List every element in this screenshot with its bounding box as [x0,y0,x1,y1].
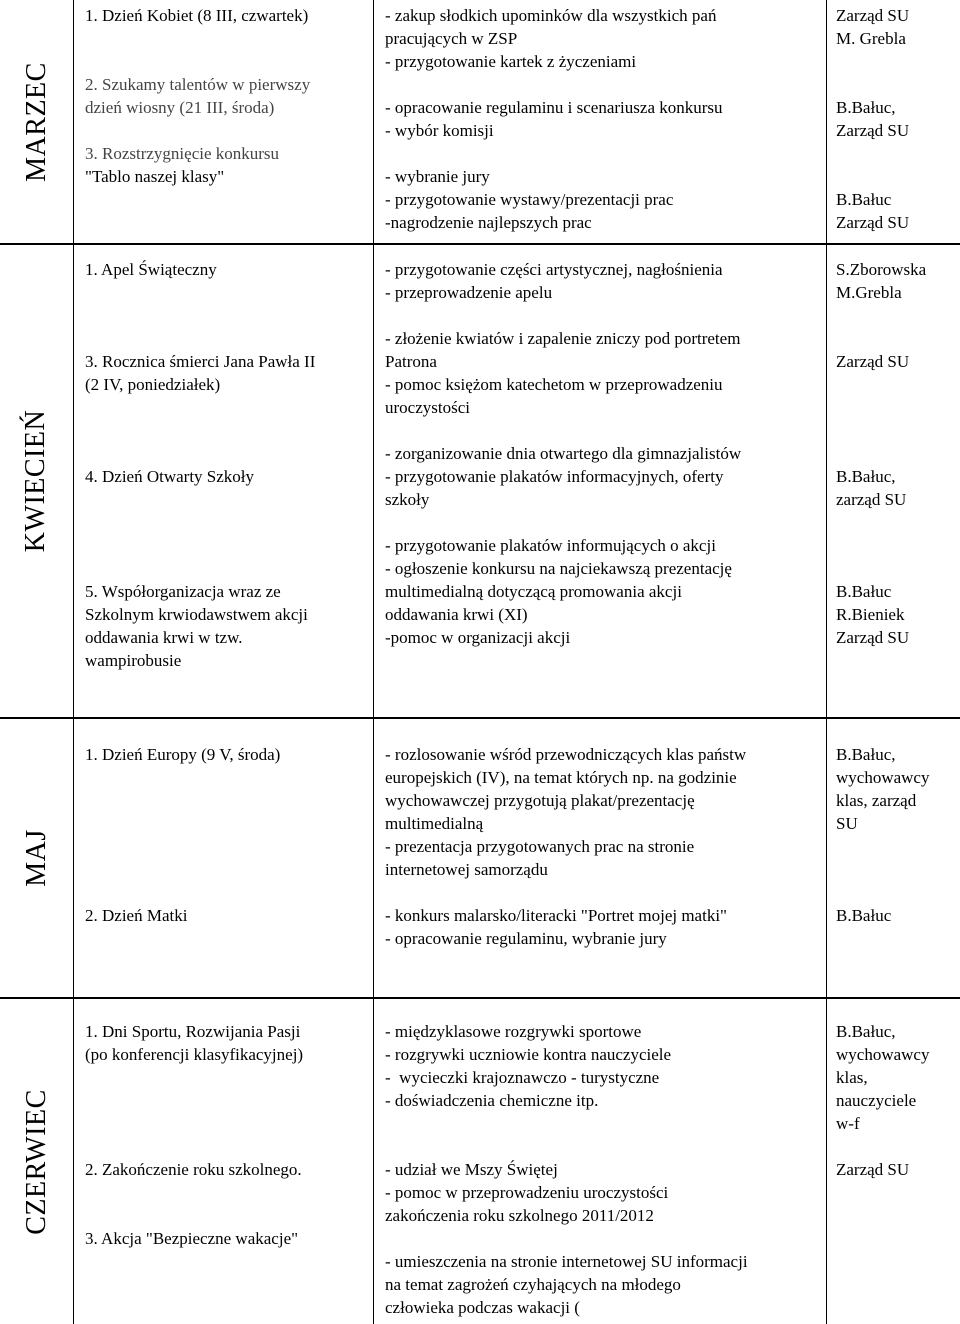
event-text: 3. Rozstrzygnięcie konkursu [85,144,280,163]
responsible-text: Zarząd SU [836,628,910,647]
task-text: uroczystości [385,398,470,417]
responsible-text: Zarząd SU [836,121,910,140]
task-text: - międzyklasowe rozgrywki sportowe [385,1022,642,1041]
responsible-text: S.Zborowska [836,260,927,279]
event-text: (2 IV, poniedziałek) [85,375,221,394]
task-text: człowieka podczas wakacji ( [385,1298,580,1317]
responsible-text: B.Bałuc, [836,467,896,486]
responsible-text: Zarząd SU [836,1160,910,1179]
month-label: MARZEC [20,61,52,182]
task-text: pracujących w ZSP [385,29,518,48]
month-cell-marzec [0,0,73,243]
event-text: dzień wiosny (21 III, środa) [85,98,275,117]
responsible-text: Zarząd SU [836,6,910,25]
event-text: 1. Dni Sportu, Rozwijania Pasji [85,1022,301,1041]
task-text: - wybór komisji [385,121,494,140]
task-text: - przeprowadzenie apelu [385,283,553,302]
task-text: - wybranie jury [385,167,490,186]
task-text: - opracowanie regulaminu, wybranie jury [385,929,667,948]
task-text: multimedialną dotyczącą promowania akcji [385,582,682,601]
event-text: Szkolnym krwiodawstwem akcji [85,605,308,624]
task-text: szkoły [385,490,430,509]
task-text: - umieszczenia na stronie internetowej SU informacji [385,1252,748,1271]
task-text: - złożenie kwiatów i zapalenie zniczy pod portretem [385,329,741,348]
responsible-text: B.Bałuc [836,582,892,601]
task-text: -pomoc w organizacji akcji [385,628,571,647]
responsible-text: B.Bałuc [836,906,892,925]
month-cell-maj [0,719,73,997]
task-text: -nagrodzenie najlepszych prac [385,213,592,232]
responsible-text: M. Grebla [836,29,906,48]
event-text: "Tablo naszej klasy" [85,167,225,186]
column-divider [73,0,74,1324]
responsible-text: wychowawcy [836,1045,930,1064]
task-text: - opracowanie regulaminu i scenariusza konkursu [385,98,723,117]
month-cell-czerwiec [0,999,73,1324]
task-text: - zorganizowanie dnia otwartego dla gimnazjalistów [385,444,742,463]
task-text: oddawania krwi (XI) [385,605,528,624]
responsible-text: R.Bieniek [836,605,905,624]
responsible-text: wychowawcy [836,768,930,787]
event-text: 2. Zakończenie roku szkolnego. [85,1160,302,1179]
row-divider [0,717,960,719]
task-text: europejskich (IV), na temat których np. na godzinie [385,768,737,787]
responsible-text: klas, [836,1068,868,1087]
task-text: internetowej samorządu [385,860,548,879]
event-text: 1. Apel Świąteczny [85,260,217,279]
task-text: na temat zagrożeń czyhających na młodego [385,1275,681,1294]
responsible-text: zarząd SU [836,490,907,509]
task-text: - konkurs malarsko/literacki "Portret mojej matki" [385,906,727,925]
event-text: (po konferencji klasyfikacyjnej) [85,1045,304,1064]
task-text: - wycieczki krajoznawczo - turystyczne [385,1068,660,1087]
task-text: multimedialną [385,814,484,833]
event-text: 1. Dzień Kobiet (8 III, czwartek) [85,6,309,25]
month-label: CZERWIEC [20,1088,52,1235]
column-divider [826,0,827,1324]
month-label: KWIECIEŃ [20,409,52,553]
responsible-text: SU [836,814,858,833]
responsible-text: Zarząd SU [836,352,910,371]
responsible-text: M.Grebla [836,283,902,302]
event-text: oddawania krwi w tzw. [85,628,243,647]
row-divider [0,243,960,245]
task-text: - ogłoszenie konkursu na najciekawszą prezentację [385,559,732,578]
task-text: - udział we Mszy Świętej [385,1160,558,1179]
column-divider [373,0,374,1324]
responsible-text: B.Bałuc, [836,745,896,764]
task-text: - przygotowanie plakatów informujących o akcji [385,536,716,555]
responsible-text: B.Bałuc [836,190,892,209]
event-text: 5. Współorganizacja wraz ze [85,582,281,601]
responsible-text: B.Bałuc, [836,98,896,117]
task-text: - przygotowanie kartek z życzeniami [385,52,637,71]
responsible-text: Zarząd SU [836,213,910,232]
task-text: - przygotowanie części artystycznej, nagłośnienia [385,260,723,279]
task-text: - pomoc w przeprowadzeniu uroczystości [385,1183,669,1202]
responsible-text: w-f [836,1114,860,1133]
month-label: MAJ [20,829,52,887]
task-text: - prezentacja przygotowanych prac na stronie [385,837,695,856]
task-text: - przygotowanie wystawy/prezentacji prac [385,190,674,209]
task-text: wychowawczej przygotują plakat/prezentację [385,791,695,810]
event-text: 3. Rocznica śmierci Jana Pawła II [85,352,316,371]
task-text: zakończenia roku szkolnego 2011/2012 [385,1206,654,1225]
event-text: 1. Dzień Europy (9 V, środa) [85,745,281,764]
event-text: 2. Szukamy talentów w pierwszy [85,75,311,94]
responsible-text: B.Bałuc, [836,1022,896,1041]
event-text: 3. Akcja "Bezpieczne wakacje" [85,1229,299,1248]
event-text: wampirobusie [85,651,182,670]
event-text: 4. Dzień Otwarty Szkoły [85,467,255,486]
responsible-text: nauczyciele [836,1091,917,1110]
task-text: Patrona [385,352,437,371]
task-text: - rozlosowanie wśród przewodniczących klas państw [385,745,747,764]
task-text: - pomoc księżom katechetom w przeprowadzeniu [385,375,723,394]
task-text: - doświadczenia chemiczne itp. [385,1091,599,1110]
month-cell-kwiecien [0,245,73,717]
task-text: - zakup słodkich upominków dla wszystkich pań [385,6,717,25]
responsible-text: klas, zarząd [836,791,917,810]
task-text: - rozgrywki uczniowie kontra nauczyciele [385,1045,672,1064]
row-divider [0,997,960,999]
task-text: - przygotowanie plakatów informacyjnych, oferty [385,467,724,486]
event-text: 2. Dzień Matki [85,906,188,925]
